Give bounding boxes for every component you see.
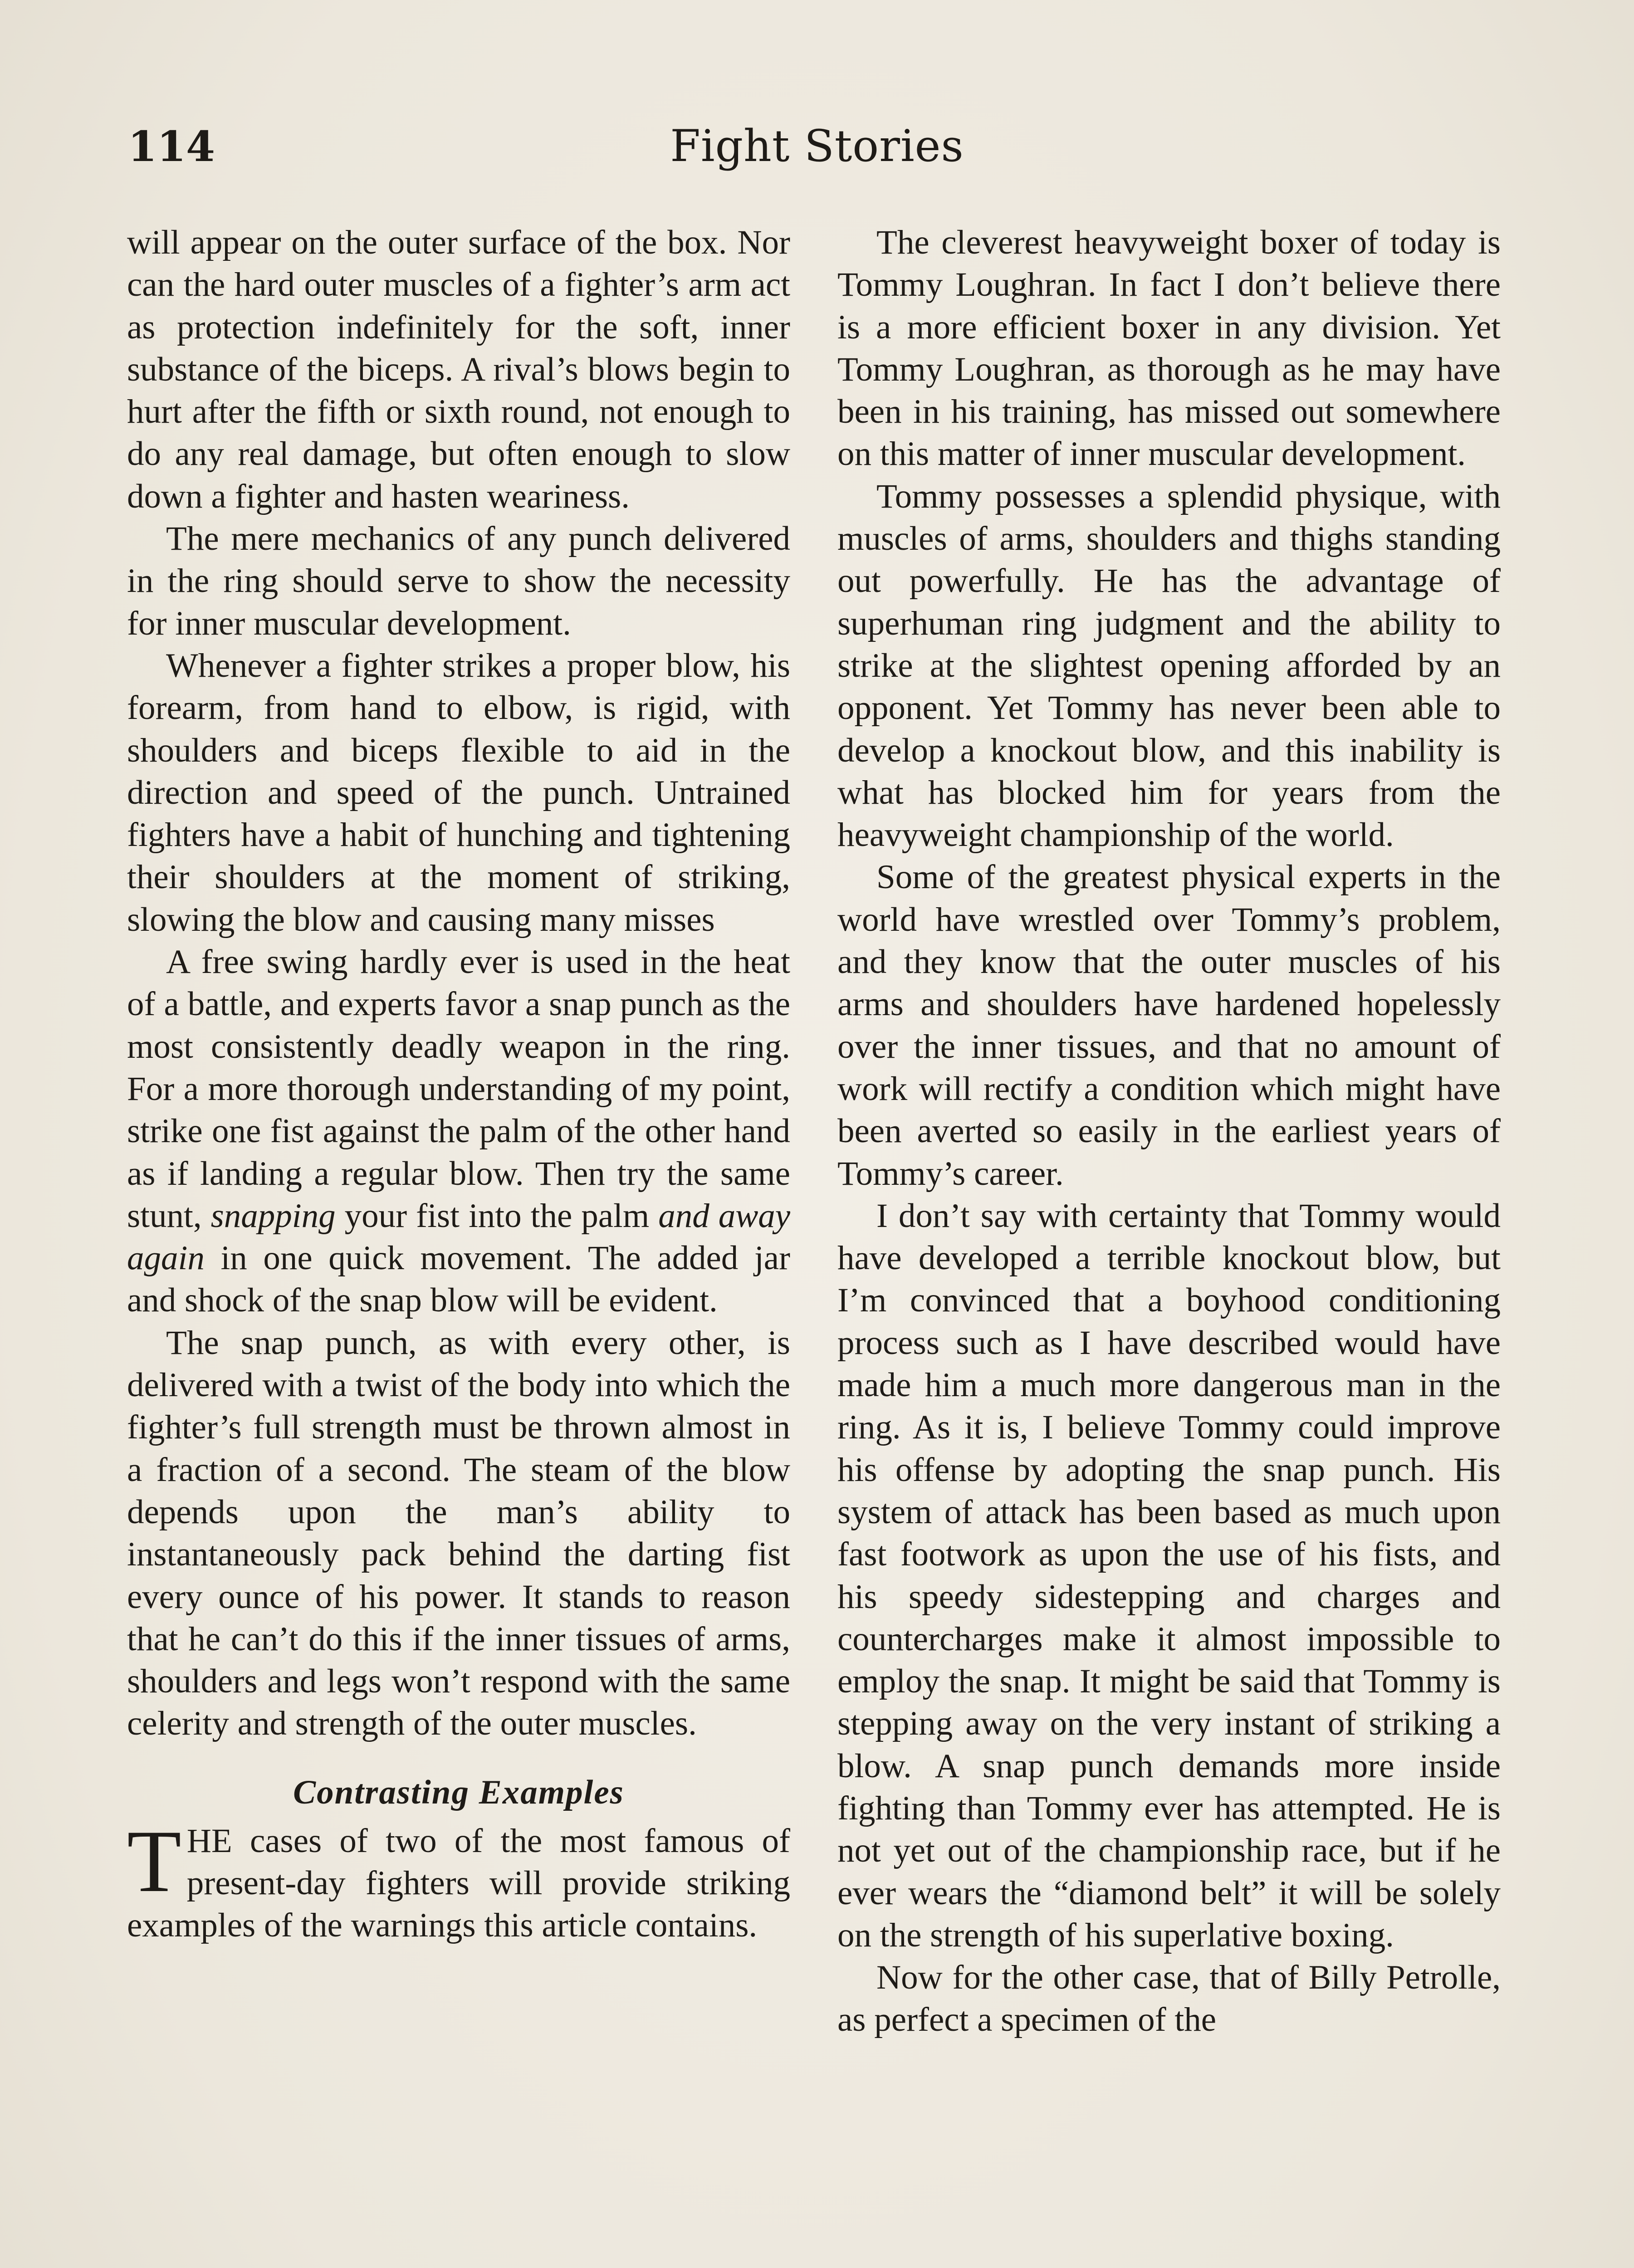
paragraph: will appear on the outer surface of the box. Nor can the hard outer muscles of a fighter’s arm act as protection indefinitely for the soft, inner substance of the biceps. A rival’s blows begin to hurt after the fifth or sixth round, not enough to do any real damage, but often enough to slow down a fighter and hasten weariness.: [127, 224, 790, 515]
paragraph: I don’t say with certainty that Tommy would have developed a terrible knockout blow, but I’m convinced that a boyhood conditioning process such as I have described would have made him a much more dangerous man in the ring. As it is, I believe Tommy could improve his offense by adopting the snap punch. His system of attack has been based as much upon fast footwork as upon the use of his fists, and his speedy sidestepping and charges and countercharges make it almost impossible to employ the snap. It might be said that Tommy is stepping away on the very instant of striking a blow. A snap punch demands more inside fighting than Tommy ever has attempted. He is not yet out of the championship race, but if he ever wears the “diamond belt” it will be solely on the strength of his superlative boxing.: [837, 1197, 1501, 1954]
left-column: [127, 221, 790, 1947]
paragraph: [127, 941, 790, 1322]
emphasis-text: and away again: [127, 1197, 791, 1277]
paragraph-text: your fist into the palm: [344, 1197, 650, 1235]
paragraph: Now for the other case, that of Billy Petrolle, as perfect a specimen of the: [837, 1959, 1501, 2039]
paragraph-text: in one quick movement. The added jar and shock of the snap blow will be evident.: [127, 1239, 790, 1320]
paragraph: The mere mechanics of any punch delivered in the ring should serve to show the necessity for inner muscular development.: [127, 520, 790, 642]
paragraph: The cleverest heavyweight boxer of today is Tommy Loughran. In fact I don’t believe there is a more efficient boxer in any division. Yet Tommy Loughran, as thorough as he may have been in his training, has missed out somewhere on this matter of inner muscular development.: [837, 224, 1501, 473]
section-subheading: Contrasting Examples: [293, 1773, 624, 1811]
page-number: 114: [128, 122, 215, 171]
paragraph-text: HE cases of two of the most famous of present-day fighters will provide striking examples of the warnings this article contains.: [127, 1822, 790, 1945]
paragraph: Tommy possesses a splendid physique, with muscles of arms, shoulders and thighs standing out powerfully. He has the advantage of superhuman ring judgment and the ability to strike at the slightest opening afforded by an opponent. Yet Tommy has never been able to develop a knockout blow, and this inability is what has blocked him for years from the heavyweight championship of the world.: [837, 477, 1501, 854]
paragraph-text: A free swing hardly ever is used in the heat of a battle, and experts favor a snap punch as the most consistently deadly weapon in the ring. For a more thorough understanding of my point, strike one fist against the palm of the other hand as if landing a regular blow. Then try the same stunt,: [127, 943, 790, 1235]
running-title: Fight Stories: [670, 121, 964, 171]
right-column: [837, 221, 1501, 2041]
paragraph: The snap punch, as with every other, is delivered with a twist of the body into which the fighter’s full strength must be thrown almost in a fraction of a second. The steam of the blow depends upon the man’s ability to instantaneously pack behind the darting fist every ounce of his power. It stands to reason that he can’t do this if the inner tissues of arms, shoulders and legs won’t respond with the same celerity and strength of the outer muscles.: [127, 1324, 790, 1743]
paragraph: Whenever a fighter strikes a proper blow, his forearm, from hand to elbow, is rigid, with shoulders and biceps flexible to aid in the direction and speed of the punch. Untrained fighters have a habit of hunching and tightening their shoulders at the moment of striking, slowing the blow and causing many misses: [127, 646, 790, 938]
emphasis-text: snapping: [210, 1197, 336, 1235]
paragraph: Some of the greatest physical experts in the world have wrestled over Tommy’s problem, and they know that the outer muscles of his arms and shoulders have hardened hopelessly over the inner tissues, and that no amount of work will rectify a condition which might have been averted so easily in the earliest years of Tommy’s career.: [837, 858, 1501, 1193]
drop-cap: T: [127, 1812, 181, 1911]
paragraph-with-dropcap: [127, 1812, 790, 1947]
